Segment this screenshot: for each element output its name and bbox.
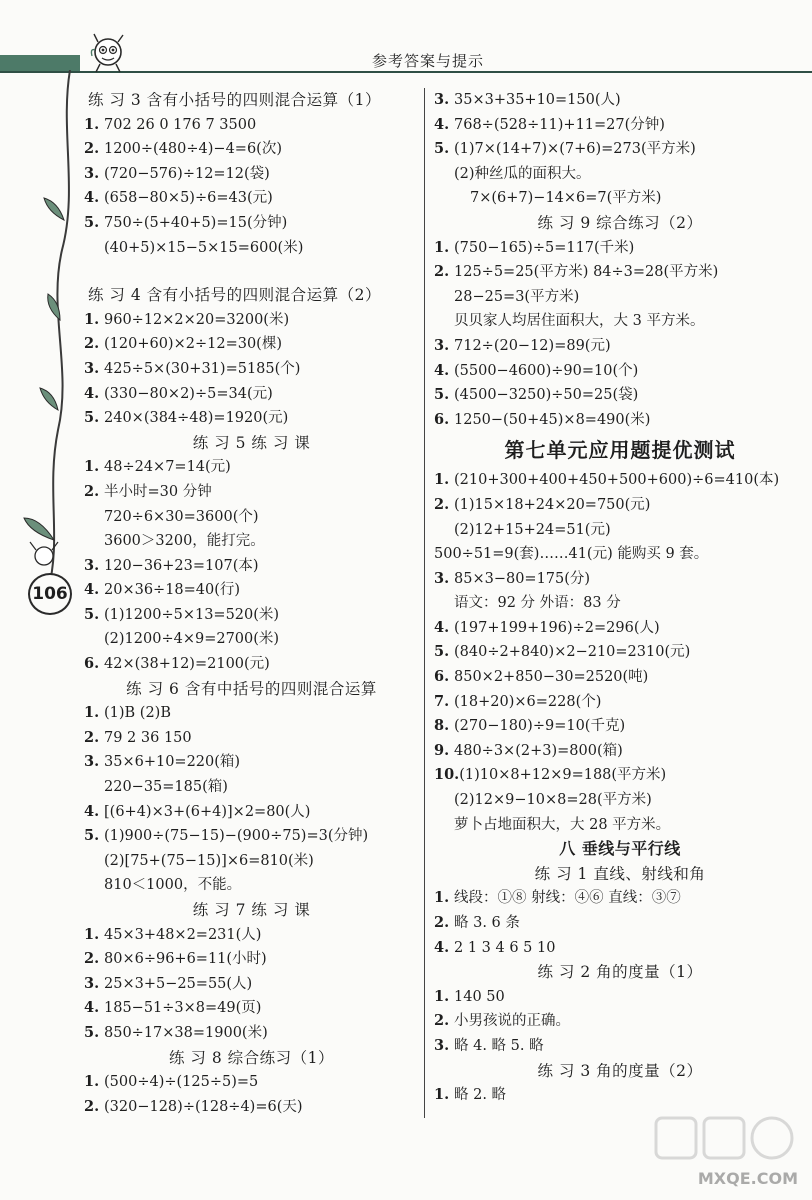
answer-text: 略 4. 略 5. 略 [454,1037,544,1054]
answer-text: 45×3+48×2=231(人) [104,926,262,943]
question-number: 2. [434,1012,450,1030]
answer-continuation: 萝卜占地面积大，大 28 平方米。 [454,816,671,833]
question-number: 2. [84,140,100,158]
section-heading: 练 习 1 直线、射线和角 [534,864,706,883]
answer-text: 185−51÷3×8=49(页) [104,1000,262,1017]
question-number: 4. [434,618,450,636]
answer-text: 35×6+10=220(箱) [104,754,241,771]
answer-text: 120−36+23=107(本) [104,557,259,574]
header-bar [0,55,80,71]
answer-item [84,652,419,677]
answer-text: (1)900÷(75−15)−(900÷75)=3(分钟) [104,828,369,845]
answer-item [434,1009,806,1034]
answer-text: 425÷5×(30+31)=5185(个) [104,360,301,377]
answer-continuation: 贝贝家人均居住面积大，大 3 平方米。 [454,313,705,330]
answer-item [84,1070,419,1095]
answer-text: 1200÷(480÷4)−4=6(次) [104,141,282,158]
answer-continuation: (2)12+15+24=51(元) [454,521,611,538]
answer-text: 80×6÷96+6=11(小时) [104,951,267,968]
answer-continuation: 810＜1000，不能。 [104,877,242,894]
question-number: 7. [434,692,450,710]
answer-text: (1)7×(14+7)×(7+6)=273(平方米) [454,141,696,158]
section-heading: 练 习 6 含有中括号的四则混合运算 [126,679,377,698]
answer-continuation: 500÷51=9(套)……41(元) 能购买 9 套。 [434,546,709,563]
question-number: 3. [84,974,100,992]
answer-text: 960÷12×2×20=3200(米) [104,311,290,328]
answer-item [84,800,419,825]
answer-item [84,211,419,236]
question-number: 1. [84,925,100,943]
answer-continuation: (40+5)×15−5×15=600(米) [104,239,304,256]
answer-item [84,824,419,849]
question-number: 4. [84,999,100,1017]
question-number: 3. [84,753,100,771]
question-number: 3. [434,1036,450,1054]
answer-text: (840÷2+840)×2−210=2310(元) [454,644,691,661]
answer-text: 42×(38+12)=2100(元) [104,656,270,673]
right-column [434,88,806,1108]
answer-item [434,137,806,162]
answer-item [84,750,419,775]
chapter-heading: 八 垂线与平行线 [559,839,681,859]
section-heading: 练 习 8 综合练习（1） [168,1048,334,1067]
question-number: 3. [84,359,100,377]
answer-text: (210+300+400+450+500+600)÷6=410(本) [454,472,780,489]
question-number: 1. [434,889,450,907]
answer-text: 35×3+35+10=150(人) [454,92,621,108]
question-number: 1. [84,704,100,722]
answer-item [434,334,806,359]
answer-item [84,701,419,726]
answer-text: 850×2+850−30=2520(吨) [454,669,649,686]
answer-continuation: 7×(6+7)−14×6=7(平方米) [470,190,662,207]
answer-item [434,665,806,690]
question-number: 2. [434,495,450,513]
answer-text: 140 50 [454,988,505,1005]
question-number: 4. [434,361,450,379]
watermark-text: MXQE.COM [697,1169,798,1188]
answer-item [434,359,806,384]
answer-item [434,236,806,261]
answer-continuation: 28−25=3(平方米) [454,288,580,305]
question-number: 1. [434,1086,450,1104]
mascot-icon [86,30,130,74]
answer-continuation: (2)12×9−10×8=28(平方米) [454,792,652,809]
answer-item [84,726,419,751]
answer-continuation: 3600＞3200，能打完。 [104,533,265,550]
answer-continuation: 220−35=185(箱) [104,779,228,796]
answer-item [434,936,806,961]
question-number: 9. [434,741,450,759]
answer-text: 79 2 36 150 [104,729,192,746]
unit-test-heading: 第七单元应用题提优测试 [504,438,736,463]
answer-text: 48÷24×7=14(元) [104,459,231,476]
section-heading: 练 习 3 角的度量（2） [537,1061,703,1080]
answer-continuation: 720÷6×30=3600(个) [104,508,259,525]
answer-text: (720−576)÷12=12(袋) [104,165,270,182]
question-number: 6. [84,655,100,673]
answer-text: 480÷3×(2+3)=800(箱) [454,742,623,759]
answer-item [434,260,806,285]
answer-item [434,763,806,788]
answer-item [84,1095,419,1120]
question-number: 3. [84,556,100,574]
answer-item [84,480,419,505]
question-number: 5. [84,605,100,623]
question-number: 3. [434,91,450,108]
section-heading: 练 习 3 含有小括号的四则混合运算（1） [88,91,382,109]
question-number: 1. [434,238,450,256]
column-divider [424,88,425,1118]
answer-item [84,162,419,187]
answer-continuation: 语文：92 分 外语：83 分 [454,595,621,612]
answer-text: 240×(384÷48)=1920(元) [104,410,289,427]
answer-item [434,1083,806,1108]
answer-item [434,886,806,911]
section-gap [84,260,419,283]
answer-text: (750−165)÷5=117(千米) [454,239,635,256]
answer-text: 小男孩说的正确。 [454,1013,570,1030]
answer-text: (120+60)×2÷12=30(棵) [104,336,282,353]
question-number: 8. [434,717,450,735]
answer-item [434,690,806,715]
page-number-badge: 106 [28,573,72,615]
question-number: 1. [434,471,450,489]
answer-text: 850÷17×38=1900(米) [104,1024,268,1041]
answer-item [84,357,419,382]
answer-item [84,578,419,603]
question-number: 5. [434,643,450,661]
answer-item [434,739,806,764]
answer-text: 半小时=30 分钟 [104,483,212,500]
answer-item [84,972,419,997]
answer-continuation: (2)[75+(75−15)]×6=810(米) [104,852,314,869]
question-number: 5. [434,140,450,158]
answer-text: 线段：①⑧ 射线：④⑥ 直线：③⑦ [454,890,681,907]
answer-item [434,468,806,493]
question-number: 4. [434,115,450,133]
answer-continuation: (2)1200÷4×9=2700(米) [104,631,280,648]
answer-item [434,985,806,1010]
answer-text: 2 1 3 4 6 5 10 [454,939,556,956]
answer-text: 略 3. 6 条 [454,915,520,931]
question-number: 3. [434,569,450,587]
section-heading: 练 习 7 练 习 课 [192,901,311,919]
question-number: 4. [434,938,450,956]
answer-text: 25×3+5−25=55(人) [104,975,253,992]
question-number: 5. [84,827,100,845]
question-number: 2. [84,335,100,353]
vine-decoration-icon [0,70,90,630]
answer-item [84,186,419,211]
answer-text: (330−80×2)÷5=34(元) [104,385,273,402]
answer-text: (4500−3250)÷50=25(袋) [454,387,639,404]
question-number: 2. [84,950,100,968]
question-number: 3. [434,336,450,354]
question-number: 6. [434,410,450,428]
answer-continuation: (2)种丝瓜的面积大。 [454,165,591,182]
answer-item [84,603,419,628]
answer-text: 702 26 0 176 7 3500 [104,116,257,133]
answer-item [434,616,806,641]
answer-item [84,137,419,162]
answer-text: 1250−(50+45)×8=490(米) [454,411,651,428]
answer-item [434,714,806,739]
answer-text: 750÷(5+40+5)=15(分钟) [104,214,288,231]
answer-text: (18+20)×6=228(个) [454,693,602,710]
answer-item [434,911,806,936]
answer-item [434,383,806,408]
question-number: 1. [434,987,450,1005]
answer-item [84,455,419,480]
question-number: 4. [84,384,100,402]
section-heading: 练 习 9 综合练习（2） [537,213,703,232]
section-heading: 练 习 5 练 习 课 [192,433,311,452]
page-header-title: 参考答案与提示 [372,52,485,70]
question-number: 6. [434,668,450,686]
answer-text: 略 2. 略 [454,1087,507,1104]
answer-item [84,406,419,431]
answer-item [434,113,806,138]
question-number: 2. [434,263,450,281]
section-heading: 练 习 2 角的度量（1） [537,963,703,982]
left-column [84,88,419,1119]
answer-item [84,996,419,1021]
answer-text: 125÷5=25(平方米) 84÷3=28(平方米) [454,264,719,281]
question-number: 1. [84,1073,100,1091]
question-number: 4. [84,189,100,207]
answer-text: (1)B (2)B [104,705,171,722]
answer-text: 768÷(528÷11)+11=27(分钟) [454,116,665,133]
answer-item [434,567,806,592]
answer-item [434,493,806,518]
answer-item [434,408,806,433]
question-number: 1. [84,458,100,476]
answer-item [84,332,419,357]
question-number: 5. [84,409,100,427]
question-number: 2. [84,482,100,500]
answer-text: (658−80×5)÷6=43(元) [104,190,273,207]
question-number: 1. [84,310,100,328]
question-number: 4. [84,802,100,820]
answer-text: (197+199+196)÷2=296(人) [454,619,660,636]
answer-text: 85×3−80=175(分) [454,570,591,587]
answer-item [84,308,419,333]
question-number: 1. [84,115,100,133]
answer-item [84,554,419,579]
section-heading: 练 习 4 含有小括号的四则混合运算（2） [88,286,382,305]
question-number: 5. [434,386,450,404]
answer-text: (500÷4)÷(125÷5)=5 [104,1074,259,1091]
question-number: 2. [84,728,100,746]
answer-text: (5500−4600)÷90=10(个) [454,362,639,379]
answer-text: (1)1200÷5×13=520(米) [104,606,280,623]
answer-item [434,88,806,113]
answer-text: (1)10×8+12×9=188(平方米) [459,767,667,784]
answer-item [84,923,419,948]
answer-item [434,1034,806,1059]
question-number: 2. [84,1097,100,1115]
answer-item [434,640,806,665]
answer-text: 20×36÷18=40(行) [104,582,241,599]
question-number: 2. [434,914,450,931]
answer-text: (1)15×18+24×20=750(元) [454,496,651,513]
answer-text: (270−180)÷9=10(千克) [454,718,626,735]
answer-text: [(6+4)×3+(6+4)]×2=80(人) [104,803,311,820]
answer-item [84,1021,419,1046]
question-number: 4. [84,581,100,599]
answer-item [84,382,419,407]
answer-item [84,113,419,138]
question-number: 10. [434,766,460,784]
answer-text: (320−128)÷(128÷4)=6(天) [104,1098,303,1115]
answer-text: 712÷(20−12)=89(元) [454,337,611,354]
question-number: 3. [84,164,100,182]
question-number: 5. [84,1023,100,1041]
answer-item [84,947,419,972]
question-number: 5. [84,213,100,231]
